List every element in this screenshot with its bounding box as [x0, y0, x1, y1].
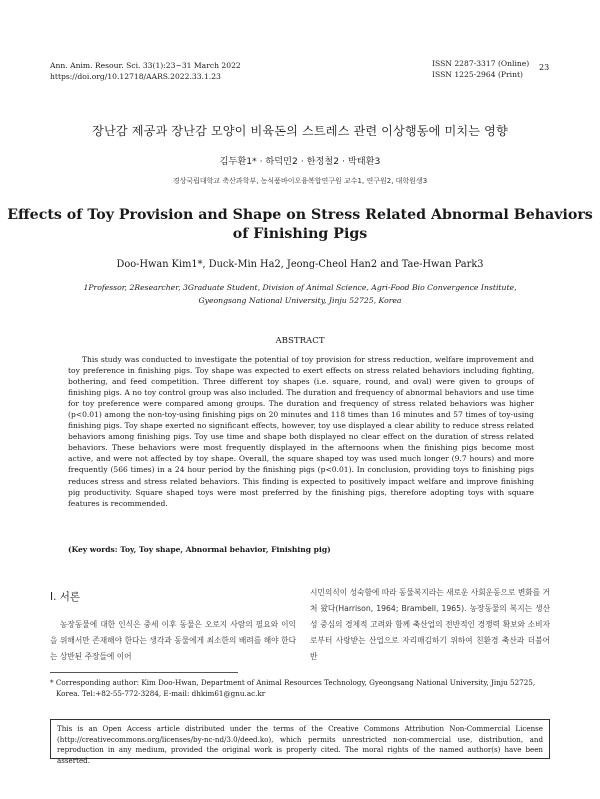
issn-online: ISSN 2287-3317 (Online) — [432, 59, 530, 68]
english-affiliation-line2: Gyeongsang National University, Jinju 52725, Korea — [198, 296, 402, 305]
section-heading-introduction: Ⅰ. 서론 — [50, 591, 81, 603]
korean-title: 장난감 제공과 장난감 모양이 비육돈의 스트레스 관련 이상행동에 미치는 영향 — [92, 124, 508, 138]
korean-authors: 김두환1* · 하덕민2 · 한정철2 · 박태환3 — [219, 156, 381, 167]
footnote-line1: * Corresponding author: Kim Doo-Hwan, Department of Animal Resources Technology, Gyeongsang National University, Jinju 52725, — [50, 678, 536, 687]
abstract-heading: ABSTRACT — [275, 336, 325, 346]
english-title-line2: of Finishing Pigs — [232, 226, 368, 242]
journal-citation: Ann. Anim. Resour. Sci. 33(1):23~31 March 2022 — [50, 61, 241, 70]
english-authors: Doo-Hwan Kim1*, Duck-Min Ha2, Jeong-Cheol Han2 and Tae-Hwan Park3 — [116, 259, 484, 270]
doi-link[interactable]: https://doi.org/10.12718/AARS.2022.33.1.23 — [50, 72, 221, 81]
issn-print: ISSN 1225-2964 (Print) — [432, 70, 523, 79]
korean-affiliations: 경상국립대학교 축산과학부, 농식품바이오융복합연구원 교수1, 연구원2, 대학원생3 — [172, 177, 428, 185]
page-number: 23 — [539, 63, 550, 72]
license-box: This is an Open Access article distributed under the terms of the Creative Commons Attribution Non-Commercial License (http://creativecommons.org/licenses/by-nc-nd/3.0/deed.ko), which permits unrestricted non-commercial use, distribution, and reproduction in any medium, provided the original work is properly cited. The moral rights of the named author(s) have been asserted. — [50, 719, 550, 759]
english-affiliations — [0, 281, 600, 307]
journal-header-right — [432, 58, 529, 80]
footnote-line2: Korea. Tel:+82-55-772-3284, E-mail: dhkim61@gnu.ac.kr — [56, 689, 266, 698]
corresponding-author-footnote — [50, 677, 550, 699]
journal-header-left — [50, 60, 241, 82]
english-title — [0, 206, 600, 244]
abstract-body: This study was conducted to investigate the potential of toy provision for stress reduction, welfare improvement and toy preference in finishing pigs. Toy shape was expected to exert effects on stress related behaviors including fighting, bothering, and feed competition. Three different toy shapes (i.e. square, round, and oval) were given to groups of finishing pigs. A no toy control group was also included. The duration and frequency of abnormal behaviors and use time for toy preference were compared among groups. The duration and frequency of stress related behaviors was higher (p<0.01) among the non-toy-using finishing pigs on 20 minutes and 118 times than 16 minutes and 57 times of toy-using finishing pigs. Toy shape exerted no significant effects, however, toy use displayed a clear ability to reduce stress related behaviors among finishing pigs. Toy use time and shape both displayed no clear effect on the duration of stress related behaviors. These behaviors were most frequently displayed in the afternoons when the finishing pigs become most active, and were not affected by toy shape. Overall, the square shaped toy was used much longer (9.7 hours) and more frequently (566 times) in a 24 hour period by the finishing pigs (p<0.01). In conclusion, providing toys to finishing pigs reduces stress and stress related behaviors. This finding is expected to positively impact welfare and improve finishing pig productivity. Square shaped toys were most preferred by the finishing pigs, therefore adopting toys with square features is recommended. — [68, 355, 534, 508]
intro-right-column: 시민의식이 성숙함에 따라 동물복지라는 새로운 사회운동으로 변화를 거쳐 왔다(Harrison, 1964; Brambell, 1965). 농장동물의 복지는 생산성 중심의 경제적 고려와 함께 축산업의 전반적인 경쟁력 확보와 소비자로부터 사랑받는 산업으로 자리매김하기 위하여 친환경 축산과 더불어 반 — [310, 588, 550, 661]
keywords: (Key words: Toy, Toy shape, Abnormal behavior, Finishing pig) — [68, 545, 331, 554]
footnote-divider — [50, 672, 238, 673]
english-title-line1: Effects of Toy Provision and Shape on Stress Related Abnormal Behaviors — [7, 207, 593, 223]
english-affiliation-line1: 1Professor, 2Researcher, 3Graduate Student, Division of Animal Science, Agri-Food Bio Convergence Institute, — [83, 283, 517, 292]
intro-left-column: 농장동물에 대한 인식은 중세 이후 동물은 오로지 사람의 필요와 이익을 위해서만 존재해야 한다는 생각과 동물에게 최소한의 배려를 해야 한다는 상반된 주장들에 이어 — [50, 620, 296, 661]
